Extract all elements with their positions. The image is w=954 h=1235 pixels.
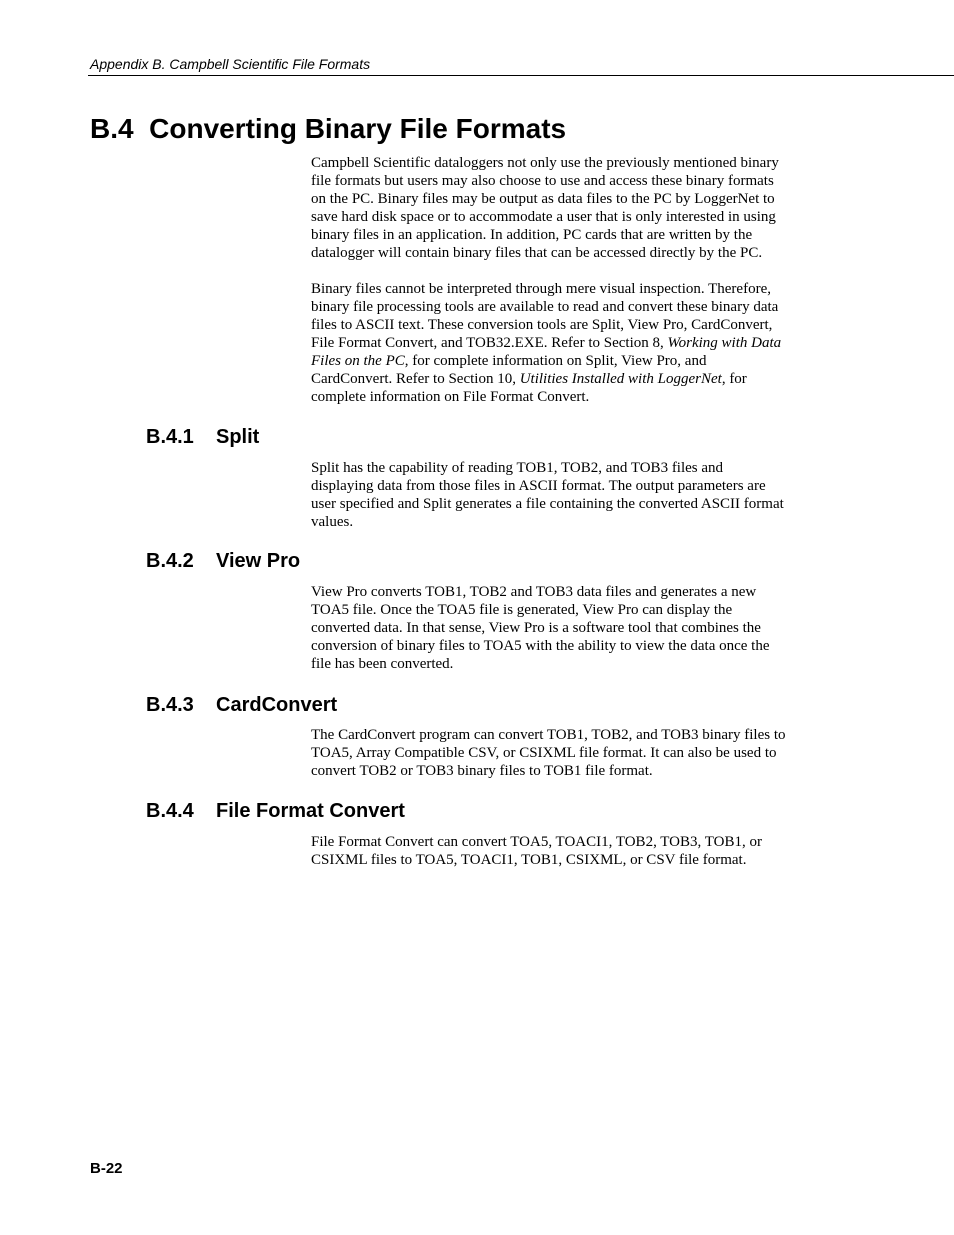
subsection-number: B.4.4	[146, 800, 194, 822]
text-run: , for complete information on Split, View Pro, and	[404, 353, 707, 369]
file-format-convert-paragraph	[311, 833, 811, 869]
text-line: files to ASCII text. These conversion tools are Split, View Pro, CardConvert,	[311, 317, 773, 333]
text-line: converted data. In that sense, View Pro is a software tool that combines the	[311, 620, 761, 636]
text-line	[311, 370, 811, 388]
subsection-title-view-pro	[146, 548, 300, 574]
subsection-title-split	[146, 424, 259, 450]
split-paragraph	[311, 459, 811, 531]
subsection-title-text: CardConvert	[216, 694, 338, 716]
intro-paragraph-2	[311, 280, 811, 406]
text-line: Binary files cannot be interpreted through mere visual inspection. Therefore,	[311, 281, 771, 297]
text-line: The CardConvert program can convert TOB1, TOB2, and TOB3 binary files to	[311, 727, 786, 743]
text-line: TOA5, Array Compatible CSV, or CSIXML file format. It can also be used to	[311, 745, 777, 761]
subsection-number: B.4.2	[146, 550, 194, 572]
subsection-number: B.4.3	[146, 694, 194, 716]
text-line: TOA5 file. Once the TOA5 file is generated, View Pro can display the	[311, 602, 733, 618]
header-rule	[88, 75, 954, 76]
section-8-reference-title: Working with Data	[667, 335, 782, 351]
view-pro-paragraph	[311, 583, 811, 673]
text-line	[311, 352, 811, 370]
text-run: , for	[721, 371, 747, 387]
text-line: file has been converted.	[311, 656, 454, 672]
text-run: CardConvert. Refer to Section 10,	[311, 371, 520, 387]
text-line: user specified and Split generates a file containing the converted ASCII format	[311, 496, 784, 512]
section-number: B.4	[90, 113, 134, 144]
section-title-text: Converting Binary File Formats	[149, 113, 567, 144]
text-line: Split has the capability of reading TOB1, TOB2, and TOB3 files and	[311, 460, 724, 476]
text-line: binary files in an application. In addition, PC cards that are written by the	[311, 227, 753, 243]
text-line: View Pro converts TOB1, TOB2 and TOB3 data files and generates a new	[311, 584, 757, 600]
running-header: Appendix B. Campbell Scientific File Formats	[90, 56, 371, 72]
text-line: complete information on File Format Convert.	[311, 389, 590, 405]
subsection-title-text: File Format Convert	[216, 800, 405, 822]
text-line: save hard disk space or to accommodate a user that is only interested in using	[311, 209, 776, 225]
text-run: File Format Convert, and TOB32.EXE. Refer to Section 8,	[311, 335, 668, 351]
text-line: on the PC. Binary files may be output as data files to the PC by LoggerNet to	[311, 191, 775, 207]
text-line	[311, 334, 811, 352]
subsection-title-file-format-convert	[146, 798, 405, 824]
text-line: displaying data from those files in ASCII format. The output parameters are	[311, 478, 766, 494]
text-line: Campbell Scientific dataloggers not only use the previously mentioned binary	[311, 155, 779, 171]
section-8-reference-title-cont: Files on the PC	[311, 353, 405, 369]
subsection-title-text: View Pro	[216, 550, 301, 572]
text-line: file formats but users may also choose to use and access these binary formats	[311, 173, 774, 189]
text-line: conversion of binary files to TOA5 with the ability to view the data once the	[311, 638, 770, 654]
subsection-title-text: Split	[216, 426, 260, 448]
intro-paragraph-1	[311, 154, 811, 262]
text-line: convert TOB2 or TOB3 binary files to TOB1 file format.	[311, 763, 653, 779]
text-line: CSIXML files to TOA5, TOACI1, TOB1, CSIXML, or CSV file format.	[311, 852, 747, 868]
cardconvert-paragraph	[311, 726, 811, 780]
text-line: values.	[311, 514, 354, 530]
text-line: datalogger will contain binary files that can be accessed directly by the PC.	[311, 245, 763, 261]
subsection-number: B.4.1	[146, 426, 194, 448]
section-10-reference-title: Utilities Installed with LoggerNet	[519, 371, 722, 387]
subsection-title-cardconvert	[146, 692, 337, 718]
text-line: File Format Convert can convert TOA5, TOACI1, TOB2, TOB3, TOB1, or	[311, 834, 762, 850]
page-number: B-22	[90, 1160, 123, 1177]
section-title	[90, 111, 566, 147]
text-line: binary file processing tools are available to read and convert these binary data	[311, 299, 779, 315]
